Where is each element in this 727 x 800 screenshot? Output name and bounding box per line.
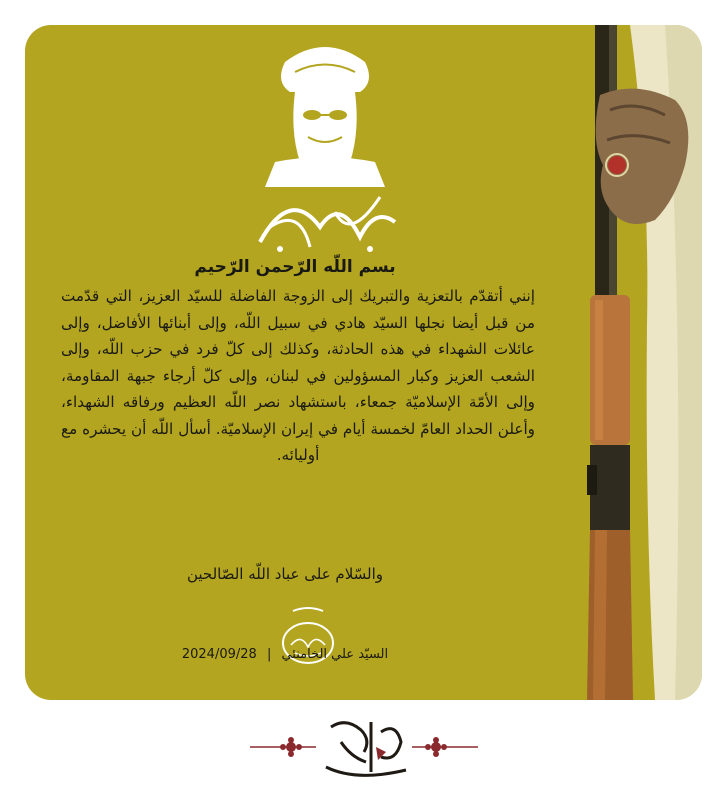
closing-salutation: والسّلام على عباد اللّه الصّالحين xyxy=(186,565,384,583)
rifle-hand-icon xyxy=(535,25,702,700)
footer-calligraphy-logo-icon xyxy=(246,712,482,792)
nasrallah-portrait-calligraphy-icon xyxy=(250,37,400,257)
signature-name: السيّد علي الخامنئي xyxy=(281,647,389,662)
signature-separator: | xyxy=(266,647,272,662)
basmala-heading: بسم اللّه الرّحمن الرّحيم xyxy=(194,257,396,277)
signature-line xyxy=(65,647,505,662)
message-body: إنني أتقدّم بالتعزية والتبريك إلى الزوجة الفاضلة للسيّد العزيز، التي قدّمت من قبل أيضا نجلها السيّد هادي في سبيل اللّه، وإلى أبنائها الأفاضل، وإلى عائلات الشهداء في هذه الحادثة، وكذلك إلى كلّ فرد في حزب اللّه، وإلى الشعب العزيز وكبار المسؤولين في لبنان، وإلى كلّ أرجاء جبهة المقاومة، وإلى الأمّة الإسلاميّة جمعاء، باستشهاد نصر اللّه العظيم ورفاقه الشهداء، وأعلن الحداد العامّ لخمسة أيام في إيران الإسلاميّة. أسأل اللّه أن يحشره مع أوليائه. xyxy=(61,287,535,464)
message-text-block xyxy=(55,257,535,469)
official-seal-icon xyxy=(273,603,343,673)
condolence-card xyxy=(25,25,702,700)
signature-date: 2024/09/28 xyxy=(181,647,257,662)
